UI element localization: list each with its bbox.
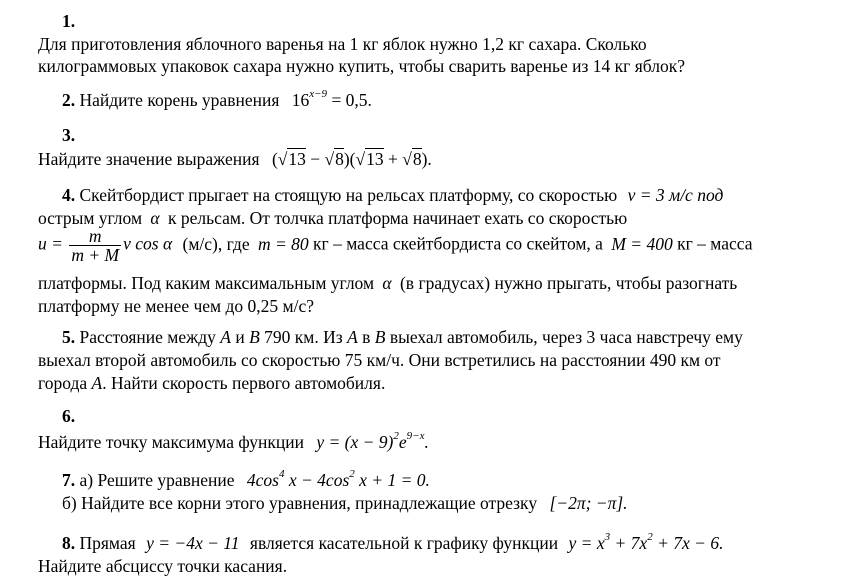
problem-8-line1: 8. Прямая y = −4x − 11 является касательной к графику функции $y = x^3 + 7x^2 + 7x - 6$. — [62, 531, 724, 553]
fraction-m-over-m-plus-M: $\frac{m}{m + M}$ — [71, 226, 120, 265]
alpha-symbol: α — [150, 208, 160, 228]
problem-3-text: Найдите значение выражения — [38, 149, 260, 169]
problem-7-line-a: 7. а) Решите уравнение $4\cos^4$ $x - 4\cos^2$ x + 1 = 0. — [62, 468, 430, 490]
problem-6 — [38, 431, 429, 453]
problem-2-text: Найдите корень уравнения — [79, 90, 280, 110]
problem-1-text-line1: Для приготовления яблочного варенья на 1 кг яблок нужно 1,2 кг сахара. Сколько — [38, 34, 647, 54]
problem-5-line2: выехал второй автомобиль со скоростью 75 км/ч. Они встретились на расстоянии 490 км от — [38, 350, 721, 370]
problem-8-line: y = −4x − 11 — [146, 533, 240, 553]
problem-5-line3: города А. Найти скорость первого автомобиля. — [38, 373, 386, 393]
problem-7-number: 7. — [62, 470, 76, 490]
problem-3-expression: (√13 − √8)(√13 + √8). — [271, 149, 432, 169]
problem-2-equation: $16^{x-9} = 0,5$. — [291, 88, 372, 110]
problem-2-number: 2. — [62, 90, 76, 110]
velocity-v: v = 3 м/с под — [627, 185, 724, 205]
problem-7-equation: $4\cos^4$ $x - 4\cos^2$ x + 1 = 0. — [246, 468, 430, 490]
problem-5-number: 5. — [62, 327, 76, 347]
problem-3-number: 3. — [62, 125, 76, 145]
problem-4-number: 4. — [62, 185, 76, 205]
problem-6-function: $y = (x - 9)^2e^{9-x}$. — [316, 430, 429, 452]
problem-6-text: Найдите точку максимума функции — [38, 432, 304, 452]
problem-7-line-b: б) Найдите все корни этого уравнения, принадлежащие отрезку [−2π; −π]. — [62, 493, 628, 513]
problem-4-line4: платформы. Под каким максимальным углом α (в градусах) нужно прыгать, чтобы разогнать — [38, 273, 738, 293]
problem-5-line1: 5. Расстояние между А и В 790 км. Из А в В выехал автомобиль, через 3 часа навстречу ему — [62, 327, 743, 347]
problem-7-segment: [−2π; −π]. — [549, 493, 628, 513]
problem-3 — [38, 148, 432, 170]
problem-4-line1: 4. Скейтбордист прыгает на стоящую на рельсах платформу, со скоростью v = 3 м/с под — [62, 185, 724, 205]
problem-8-function: $y = x^3 + 7x^2 + 7x - 6$. — [568, 531, 724, 553]
problem-8-number: 8. — [62, 533, 76, 553]
problem-1-number: 1. — [62, 11, 76, 31]
problem-4-line3: u = $\frac{m}{m + M}$ v cos α (м/с), где m = 80 кг – масса скейтбордиста со скейтом, а M = 400 кг – масса — [38, 226, 753, 265]
problem-1-text-line2: килограммовых упаковок сахара нужно купить, чтобы сварить варенье из 14 кг яблок? — [38, 56, 685, 76]
problem-8-line2: Найдите абсциссу точки касания. — [38, 556, 288, 576]
problem-6-number: 6. — [62, 406, 76, 426]
problem-2 — [62, 89, 372, 111]
problem-4-line5: платформу не менее чем до 0,25 м/с? — [38, 296, 314, 316]
problem-4-line2: острым углом α к рельсам. От толчка платформа начинает ехать со скоростью — [38, 208, 628, 228]
